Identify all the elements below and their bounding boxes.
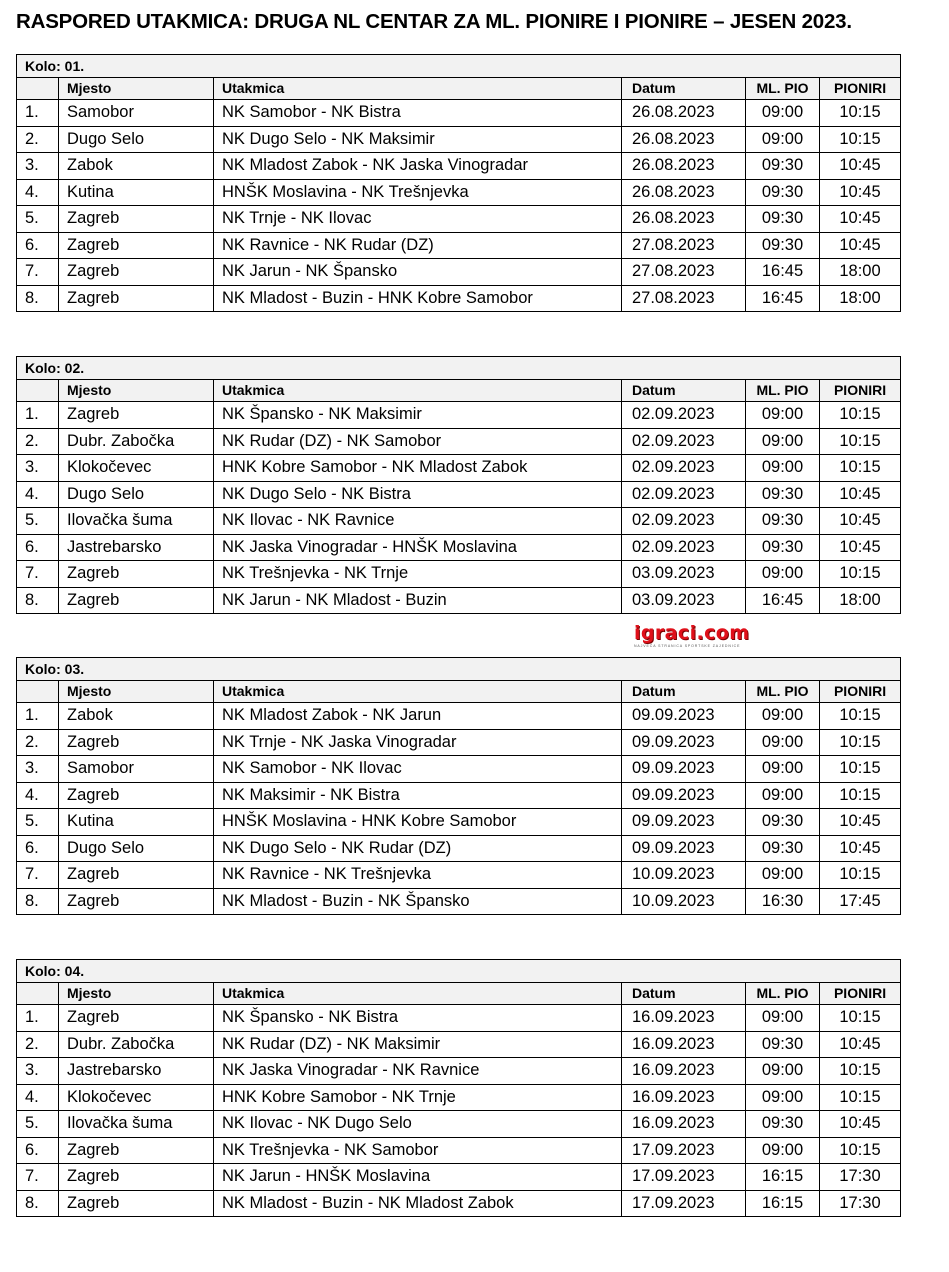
- match-time-pioniri: 17:30: [820, 1190, 901, 1217]
- match-time-pioniri: 10:15: [820, 756, 901, 783]
- match-teams: NK Mladost Zabok - NK Jarun: [214, 703, 622, 730]
- match-time-ml-pio: 09:00: [746, 402, 820, 429]
- match-date: 26.08.2023: [622, 179, 746, 206]
- match-teams: NK Samobor - NK Ilovac: [214, 756, 622, 783]
- match-teams: NK Jarun - NK Mladost - Buzin: [214, 587, 622, 614]
- match-time-ml-pio: 09:00: [746, 428, 820, 455]
- match-row: [17, 1111, 901, 1138]
- match-time-ml-pio: 09:30: [746, 179, 820, 206]
- match-number: 6.: [17, 835, 59, 862]
- match-place: Dubr. Zabočka: [59, 1031, 214, 1058]
- match-time-pioniri: 10:15: [820, 126, 901, 153]
- match-date: 02.09.2023: [622, 455, 746, 482]
- match-date: 17.09.2023: [622, 1190, 746, 1217]
- match-teams: NK Jaska Vinogradar - HNŠK Moslavina: [214, 534, 622, 561]
- match-row: [17, 402, 901, 429]
- match-date: 16.09.2023: [622, 1111, 746, 1138]
- match-number: 3.: [17, 756, 59, 783]
- match-place: Zabok: [59, 703, 214, 730]
- match-row: [17, 862, 901, 889]
- match-date: 16.09.2023: [622, 1031, 746, 1058]
- match-time-ml-pio: 09:00: [746, 126, 820, 153]
- match-time-ml-pio: 09:00: [746, 100, 820, 127]
- match-row: [17, 1084, 901, 1111]
- col-date-header: Datum: [622, 380, 746, 402]
- match-row: [17, 285, 901, 312]
- match-number: 4.: [17, 481, 59, 508]
- match-teams: NK Jaska Vinogradar - NK Ravnice: [214, 1058, 622, 1085]
- match-row: [17, 481, 901, 508]
- match-place: Zagreb: [59, 259, 214, 286]
- match-place: Zagreb: [59, 1164, 214, 1191]
- match-teams: NK Mladost - Buzin - NK Mladost Zabok: [214, 1190, 622, 1217]
- match-teams: NK Trešnjevka - NK Samobor: [214, 1137, 622, 1164]
- match-time-ml-pio: 09:00: [746, 729, 820, 756]
- match-row: [17, 1031, 901, 1058]
- match-date: 09.09.2023: [622, 782, 746, 809]
- match-row: [17, 835, 901, 862]
- match-place: Zabok: [59, 153, 214, 180]
- col-number-header: [17, 380, 59, 402]
- match-teams: NK Jarun - HNŠK Moslavina: [214, 1164, 622, 1191]
- match-time-pioniri: 10:15: [820, 428, 901, 455]
- match-time-ml-pio: 09:00: [746, 782, 820, 809]
- match-time-pioniri: 10:15: [820, 729, 901, 756]
- match-time-ml-pio: 16:30: [746, 888, 820, 915]
- match-date: 02.09.2023: [622, 508, 746, 535]
- col-match-header: Utakmica: [214, 380, 622, 402]
- match-time-ml-pio: 09:30: [746, 1031, 820, 1058]
- match-number: 2.: [17, 428, 59, 455]
- match-row: [17, 1005, 901, 1032]
- match-teams: NK Špansko - NK Bistra: [214, 1005, 622, 1032]
- match-place: Ilovačka šuma: [59, 508, 214, 535]
- match-date: 10.09.2023: [622, 888, 746, 915]
- match-time-ml-pio: 16:15: [746, 1190, 820, 1217]
- match-row: [17, 428, 901, 455]
- match-teams: NK Trešnjevka - NK Trnje: [214, 561, 622, 588]
- match-number: 8.: [17, 1190, 59, 1217]
- col-pioniri-header: PIONIRI: [820, 681, 901, 703]
- match-time-pioniri: 10:45: [820, 809, 901, 836]
- match-time-pioniri: 10:45: [820, 508, 901, 535]
- match-time-ml-pio: 09:30: [746, 232, 820, 259]
- match-time-pioniri: 10:45: [820, 1031, 901, 1058]
- match-date: 09.09.2023: [622, 729, 746, 756]
- match-number: 1.: [17, 100, 59, 127]
- match-row: [17, 1058, 901, 1085]
- match-time-ml-pio: 09:30: [746, 206, 820, 233]
- match-place: Zagreb: [59, 729, 214, 756]
- match-date: 16.09.2023: [622, 1084, 746, 1111]
- match-place: Zagreb: [59, 1190, 214, 1217]
- round-header-row: [17, 658, 901, 681]
- match-number: 7.: [17, 561, 59, 588]
- match-time-pioniri: 10:15: [820, 402, 901, 429]
- match-time-pioniri: 10:45: [820, 153, 901, 180]
- match-place: Zagreb: [59, 285, 214, 312]
- match-number: 6.: [17, 1137, 59, 1164]
- match-row: [17, 126, 901, 153]
- col-place-header: Mjesto: [59, 983, 214, 1005]
- match-date: 03.09.2023: [622, 587, 746, 614]
- match-row: [17, 809, 901, 836]
- match-date: 02.09.2023: [622, 428, 746, 455]
- match-date: 02.09.2023: [622, 481, 746, 508]
- col-pioniri-header: PIONIRI: [820, 380, 901, 402]
- round-table: [16, 356, 901, 614]
- col-match-header: Utakmica: [214, 983, 622, 1005]
- match-teams: NK Dugo Selo - NK Bistra: [214, 481, 622, 508]
- match-teams: NK Ravnice - NK Trešnjevka: [214, 862, 622, 889]
- match-number: 7.: [17, 259, 59, 286]
- round-header-row: [17, 55, 901, 78]
- match-date: 16.09.2023: [622, 1058, 746, 1085]
- match-date: 09.09.2023: [622, 809, 746, 836]
- match-row: [17, 1190, 901, 1217]
- match-time-pioniri: 10:15: [820, 100, 901, 127]
- match-date: 17.09.2023: [622, 1137, 746, 1164]
- match-teams: NK Ilovac - NK Ravnice: [214, 508, 622, 535]
- match-date: 09.09.2023: [622, 756, 746, 783]
- col-place-header: Mjesto: [59, 78, 214, 100]
- col-date-header: Datum: [622, 983, 746, 1005]
- match-number: 1.: [17, 1005, 59, 1032]
- match-number: 4.: [17, 179, 59, 206]
- match-teams: NK Dugo Selo - NK Maksimir: [214, 126, 622, 153]
- match-row: [17, 587, 901, 614]
- round-table: [16, 54, 901, 312]
- match-place: Ilovačka šuma: [59, 1111, 214, 1138]
- match-teams: NK Maksimir - NK Bistra: [214, 782, 622, 809]
- watermark-tagline: NAJVEĆA STRANICA SPORTSKE ZAJEDNICE: [634, 644, 741, 648]
- match-time-pioniri: 10:15: [820, 862, 901, 889]
- match-time-ml-pio: 09:00: [746, 703, 820, 730]
- match-time-pioniri: 10:15: [820, 1137, 901, 1164]
- match-time-ml-pio: 09:00: [746, 862, 820, 889]
- column-header-row: [17, 78, 901, 100]
- match-time-ml-pio: 09:30: [746, 508, 820, 535]
- match-time-ml-pio: 09:30: [746, 153, 820, 180]
- match-row: [17, 206, 901, 233]
- col-number-header: [17, 78, 59, 100]
- match-number: 1.: [17, 402, 59, 429]
- match-teams: HNŠK Moslavina - HNK Kobre Samobor: [214, 809, 622, 836]
- match-time-pioniri: 10:45: [820, 232, 901, 259]
- match-row: [17, 232, 901, 259]
- match-number: 7.: [17, 862, 59, 889]
- match-time-pioniri: 10:45: [820, 534, 901, 561]
- col-ml-pio-header: ML. PIO: [746, 78, 820, 100]
- match-teams: HNK Kobre Samobor - NK Trnje: [214, 1084, 622, 1111]
- match-number: 7.: [17, 1164, 59, 1191]
- col-date-header: Datum: [622, 681, 746, 703]
- round-label: Kolo: 02.: [17, 357, 901, 380]
- match-place: Zagreb: [59, 587, 214, 614]
- match-teams: NK Špansko - NK Maksimir: [214, 402, 622, 429]
- match-time-pioniri: 10:45: [820, 481, 901, 508]
- match-number: 6.: [17, 534, 59, 561]
- match-number: 3.: [17, 1058, 59, 1085]
- match-place: Kutina: [59, 809, 214, 836]
- match-row: [17, 729, 901, 756]
- match-time-ml-pio: 16:45: [746, 285, 820, 312]
- match-teams: NK Mladost Zabok - NK Jaska Vinogradar: [214, 153, 622, 180]
- match-date: 16.09.2023: [622, 1005, 746, 1032]
- match-time-ml-pio: 09:00: [746, 455, 820, 482]
- match-time-pioniri: 10:45: [820, 835, 901, 862]
- match-row: [17, 1164, 901, 1191]
- match-time-ml-pio: 09:30: [746, 481, 820, 508]
- match-row: [17, 508, 901, 535]
- match-place: Jastrebarsko: [59, 1058, 214, 1085]
- col-place-header: Mjesto: [59, 681, 214, 703]
- match-number: 4.: [17, 1084, 59, 1111]
- col-ml-pio-header: ML. PIO: [746, 983, 820, 1005]
- match-time-pioniri: 10:15: [820, 1005, 901, 1032]
- watermark-logo: [634, 624, 814, 648]
- match-place: Dugo Selo: [59, 126, 214, 153]
- match-place: Zagreb: [59, 782, 214, 809]
- match-row: [17, 1137, 901, 1164]
- match-time-ml-pio: 09:30: [746, 1111, 820, 1138]
- match-row: [17, 561, 901, 588]
- column-header-row: [17, 380, 901, 402]
- match-time-ml-pio: 09:00: [746, 1058, 820, 1085]
- match-time-ml-pio: 09:00: [746, 1084, 820, 1111]
- match-time-ml-pio: 09:00: [746, 1005, 820, 1032]
- col-ml-pio-header: ML. PIO: [746, 380, 820, 402]
- match-place: Klokočevec: [59, 455, 214, 482]
- match-row: [17, 455, 901, 482]
- match-date: 27.08.2023: [622, 232, 746, 259]
- col-number-header: [17, 983, 59, 1005]
- match-place: Dugo Selo: [59, 835, 214, 862]
- match-time-ml-pio: 09:00: [746, 1137, 820, 1164]
- match-teams: NK Rudar (DZ) - NK Maksimir: [214, 1031, 622, 1058]
- match-teams: NK Trnje - NK Jaska Vinogradar: [214, 729, 622, 756]
- match-date: 26.08.2023: [622, 126, 746, 153]
- match-teams: NK Dugo Selo - NK Rudar (DZ): [214, 835, 622, 862]
- round-label: Kolo: 04.: [17, 960, 901, 983]
- match-number: 8.: [17, 587, 59, 614]
- col-ml-pio-header: ML. PIO: [746, 681, 820, 703]
- match-time-pioniri: 10:15: [820, 455, 901, 482]
- match-teams: NK Ilovac - NK Dugo Selo: [214, 1111, 622, 1138]
- watermark-text: igraci.com: [634, 622, 750, 644]
- match-time-pioniri: 18:00: [820, 587, 901, 614]
- match-time-pioniri: 10:15: [820, 561, 901, 588]
- match-time-ml-pio: 09:30: [746, 534, 820, 561]
- match-place: Zagreb: [59, 402, 214, 429]
- match-place: Dubr. Zabočka: [59, 428, 214, 455]
- column-header-row: [17, 983, 901, 1005]
- col-place-header: Mjesto: [59, 380, 214, 402]
- match-place: Samobor: [59, 756, 214, 783]
- match-place: Zagreb: [59, 561, 214, 588]
- match-time-pioniri: 17:30: [820, 1164, 901, 1191]
- match-date: 26.08.2023: [622, 100, 746, 127]
- match-time-ml-pio: 09:00: [746, 561, 820, 588]
- match-number: 8.: [17, 285, 59, 312]
- match-row: [17, 756, 901, 783]
- match-number: 5.: [17, 508, 59, 535]
- match-teams: NK Rudar (DZ) - NK Samobor: [214, 428, 622, 455]
- match-time-ml-pio: 16:45: [746, 587, 820, 614]
- match-teams: NK Samobor - NK Bistra: [214, 100, 622, 127]
- match-number: 2.: [17, 126, 59, 153]
- match-place: Klokočevec: [59, 1084, 214, 1111]
- match-number: 1.: [17, 703, 59, 730]
- match-place: Kutina: [59, 179, 214, 206]
- match-teams: NK Mladost - Buzin - HNK Kobre Samobor: [214, 285, 622, 312]
- match-place: Jastrebarsko: [59, 534, 214, 561]
- match-number: 5.: [17, 206, 59, 233]
- match-number: 4.: [17, 782, 59, 809]
- match-time-pioniri: 10:15: [820, 782, 901, 809]
- match-teams: NK Trnje - NK Ilovac: [214, 206, 622, 233]
- match-place: Zagreb: [59, 206, 214, 233]
- match-row: [17, 179, 901, 206]
- match-number: 6.: [17, 232, 59, 259]
- round-header-row: [17, 357, 901, 380]
- page-title: RASPORED UTAKMICA: DRUGA NL CENTAR ZA ML. PIONIRE I PIONIRE – JESEN 2023.: [16, 10, 852, 33]
- match-row: [17, 153, 901, 180]
- match-number: 5.: [17, 1111, 59, 1138]
- match-time-pioniri: 10:45: [820, 179, 901, 206]
- match-number: 2.: [17, 1031, 59, 1058]
- match-date: 26.08.2023: [622, 206, 746, 233]
- match-date: 09.09.2023: [622, 703, 746, 730]
- match-place: Zagreb: [59, 1005, 214, 1032]
- col-date-header: Datum: [622, 78, 746, 100]
- match-row: [17, 534, 901, 561]
- match-time-pioniri: 18:00: [820, 285, 901, 312]
- match-time-pioniri: 10:15: [820, 1084, 901, 1111]
- match-time-ml-pio: 09:30: [746, 809, 820, 836]
- column-header-row: [17, 681, 901, 703]
- match-teams: HNŠK Moslavina - NK Trešnjevka: [214, 179, 622, 206]
- match-teams: NK Ravnice - NK Rudar (DZ): [214, 232, 622, 259]
- match-date: 26.08.2023: [622, 153, 746, 180]
- match-time-pioniri: 10:15: [820, 703, 901, 730]
- col-number-header: [17, 681, 59, 703]
- match-time-ml-pio: 16:15: [746, 1164, 820, 1191]
- match-date: 03.09.2023: [622, 561, 746, 588]
- match-place: Samobor: [59, 100, 214, 127]
- match-number: 3.: [17, 455, 59, 482]
- match-time-ml-pio: 09:30: [746, 835, 820, 862]
- match-row: [17, 259, 901, 286]
- match-time-ml-pio: 16:45: [746, 259, 820, 286]
- match-date: 02.09.2023: [622, 534, 746, 561]
- match-teams: NK Jarun - NK Špansko: [214, 259, 622, 286]
- match-place: Zagreb: [59, 862, 214, 889]
- match-number: 3.: [17, 153, 59, 180]
- match-row: [17, 782, 901, 809]
- col-pioniri-header: PIONIRI: [820, 78, 901, 100]
- match-time-pioniri: 10:45: [820, 1111, 901, 1138]
- col-match-header: Utakmica: [214, 681, 622, 703]
- match-time-pioniri: 10:45: [820, 206, 901, 233]
- match-number: 2.: [17, 729, 59, 756]
- match-date: 27.08.2023: [622, 259, 746, 286]
- col-pioniri-header: PIONIRI: [820, 983, 901, 1005]
- match-time-ml-pio: 09:00: [746, 756, 820, 783]
- round-table: [16, 959, 901, 1217]
- match-place: Zagreb: [59, 1137, 214, 1164]
- match-date: 17.09.2023: [622, 1164, 746, 1191]
- round-label: Kolo: 03.: [17, 658, 901, 681]
- match-date: 09.09.2023: [622, 835, 746, 862]
- match-place: Zagreb: [59, 232, 214, 259]
- round-table: [16, 657, 901, 915]
- match-time-pioniri: 17:45: [820, 888, 901, 915]
- match-teams: NK Mladost - Buzin - NK Špansko: [214, 888, 622, 915]
- round-label: Kolo: 01.: [17, 55, 901, 78]
- match-date: 02.09.2023: [622, 402, 746, 429]
- match-date: 10.09.2023: [622, 862, 746, 889]
- match-row: [17, 703, 901, 730]
- match-number: 8.: [17, 888, 59, 915]
- match-row: [17, 888, 901, 915]
- round-header-row: [17, 960, 901, 983]
- match-row: [17, 100, 901, 127]
- match-place: Zagreb: [59, 888, 214, 915]
- match-place: Dugo Selo: [59, 481, 214, 508]
- match-date: 27.08.2023: [622, 285, 746, 312]
- match-time-pioniri: 18:00: [820, 259, 901, 286]
- match-teams: HNK Kobre Samobor - NK Mladost Zabok: [214, 455, 622, 482]
- col-match-header: Utakmica: [214, 78, 622, 100]
- match-time-pioniri: 10:15: [820, 1058, 901, 1085]
- match-number: 5.: [17, 809, 59, 836]
